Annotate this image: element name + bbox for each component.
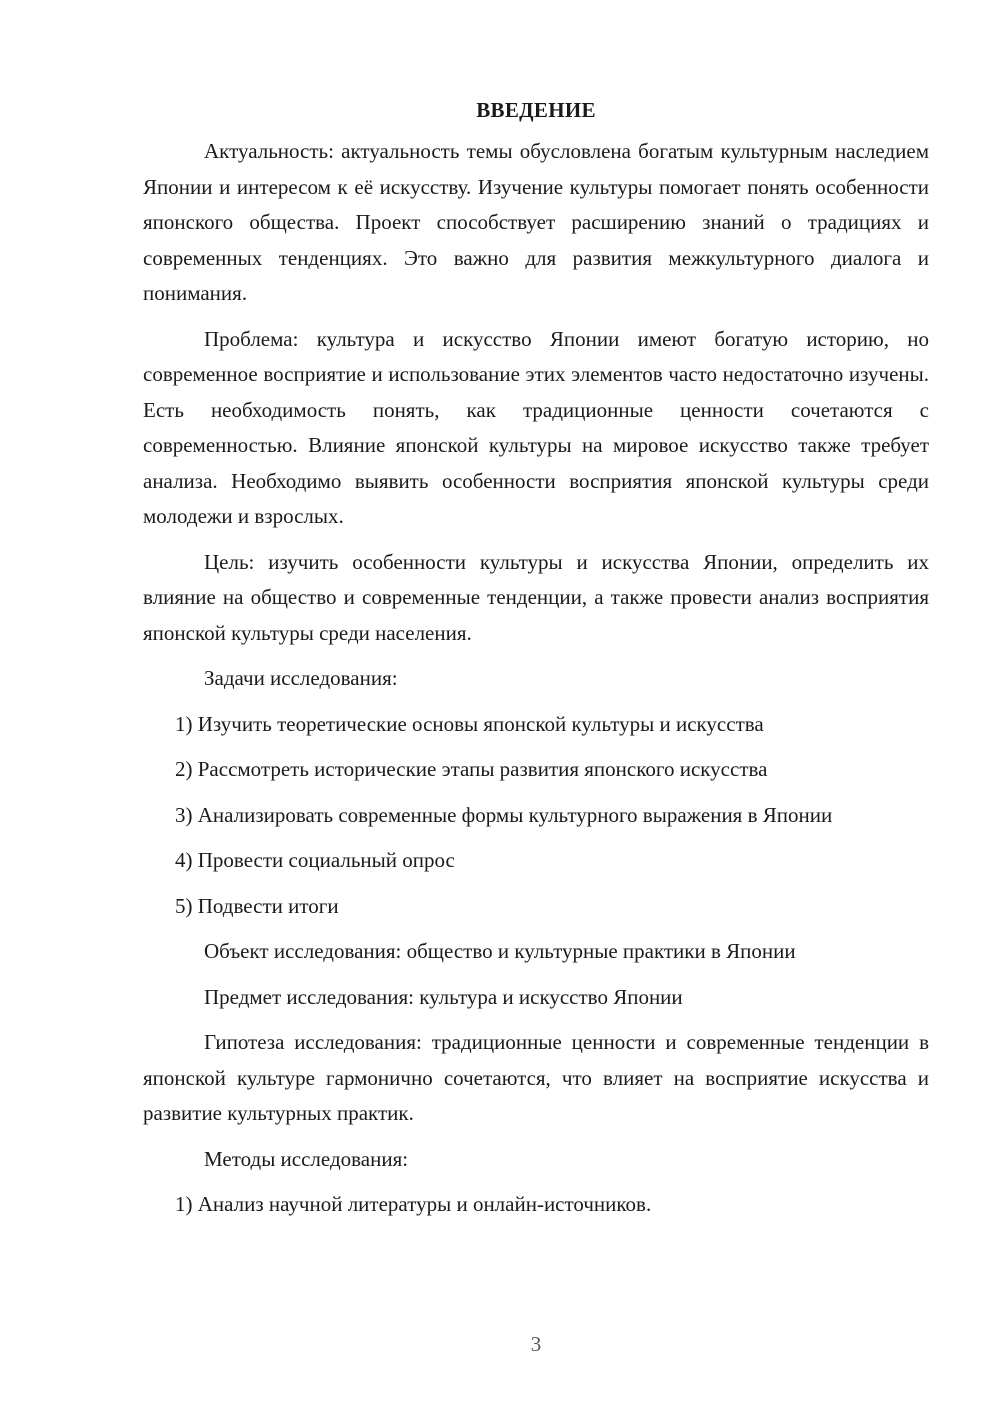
object-line: Объект исследования: общество и культурные практики в Японии <box>204 939 796 963</box>
problem-paragraph: Проблема: культура и искусство Японии имеют богатую историю, но современное восприятие и использование этих элементов часто недостаточно изучены. Есть необходимость понять, как традиционные ценности сочетаются с современностью. Влияние японской культуры на мировое искусство также требует анализа. Необходимо выявить особенности восприятия японской культуры среди молодежи и взрослых. <box>143 326 929 528</box>
task-item: 5) Подвести итоги <box>175 893 339 918</box>
subject-line: Предмет исследования: культура и искусство Японии <box>204 984 683 1009</box>
task-item: 4) Провести социальный опрос <box>175 848 455 872</box>
task-item: 3) Анализировать современные формы культурного выражения в Японии <box>175 802 833 827</box>
tasks-heading: Задачи исследования: <box>204 666 398 690</box>
methods-heading: Методы исследования: <box>204 1146 409 1171</box>
method-item: 1) Анализ научной литературы и онлайн-источников. <box>175 1192 652 1216</box>
goal-paragraph: Цель: изучить особенности культуры и искусства Японии, определить их влияние на общество и современные тенденции, а также провести анализ восприятия японской культуры среди населения. <box>143 549 929 645</box>
task-item: 1) Изучить теоретические основы японской культуры и искусства <box>175 711 764 736</box>
task-item: 2) Рассмотреть исторические этапы развития японского искусства <box>175 757 768 781</box>
relevance-paragraph: Актуальность: актуальность темы обусловлена богатым культурным наследием Японии и интересом к её искусству. Изучение культуры помогает понять особенности японского общества. Проект способствует расширению знаний о традициях и современных тенденциях. Это важно для развития межкультурного диалога и понимания. <box>143 139 929 305</box>
page-number: 3 <box>530 1332 542 1356</box>
hypothesis-paragraph: Гипотеза исследования: традиционные ценности и современные тенденции в японской культуре гармонично сочетаются, что влияет на восприятие искусства и развитие культурных практик. <box>143 1030 929 1125</box>
document-page <box>143 92 929 1233</box>
page-title: ВВЕДЕНИЕ <box>476 98 596 122</box>
